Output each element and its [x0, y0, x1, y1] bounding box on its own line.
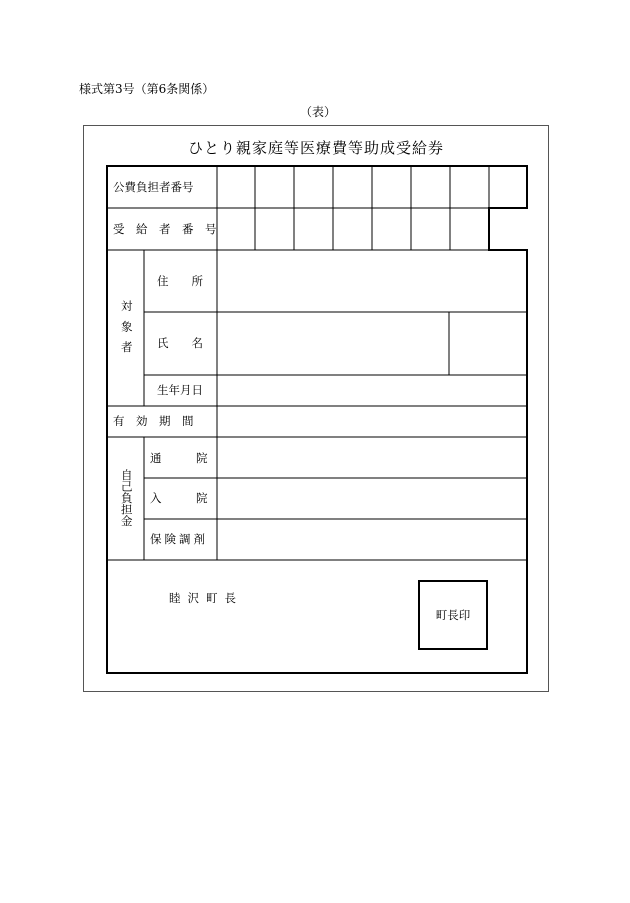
self-pay-group-label: 自己負担金: [119, 469, 134, 527]
outpatient-label: 通 院: [150, 451, 208, 465]
inpatient-label: 入 院: [150, 491, 208, 505]
address-label: 住 所: [157, 274, 203, 288]
subject-group-label: 対象者: [119, 300, 134, 362]
public-payer-number-label: 公費負担者番号: [113, 180, 194, 194]
validity-period-label: 有 効 期 間: [113, 414, 194, 428]
recipient-number-label: 受 給 者 番 号: [113, 222, 217, 236]
issuer-label: 睦沢町長: [169, 591, 243, 605]
stamp-label: 町長印: [435, 608, 471, 622]
stamp-box: [418, 580, 488, 650]
side-label: （表）: [300, 105, 337, 119]
form-number: 様式第3号（第6条関係）: [79, 82, 215, 96]
insurance-dispensing-label: 保険調剤: [150, 532, 208, 546]
name-label: 氏 名: [157, 336, 203, 350]
certificate-title: ひとり親家庭等医療費等助成受給券: [187, 139, 444, 157]
birth-date-label: 生年月日: [157, 383, 203, 397]
